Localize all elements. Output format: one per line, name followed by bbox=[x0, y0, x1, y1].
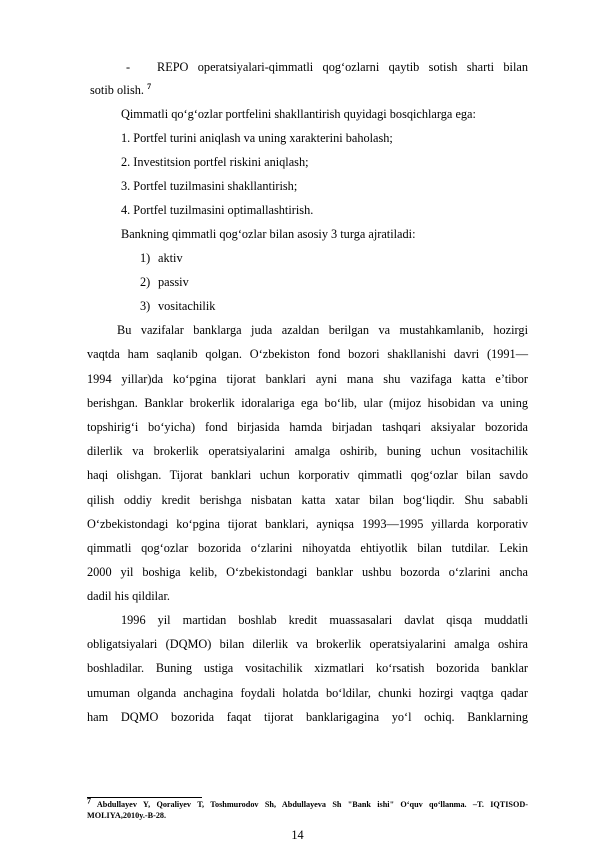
para1-line: qilish oddiy kredit berishga nisbatan katta xatar bilan bog‘liqdir. Shu sababli bbox=[87, 493, 528, 507]
page-number: 14 bbox=[291, 828, 304, 842]
para1-line: haqi olishgan. Tijorat banklari uchun korporativ qimmatli qog‘ozlar bilan savdo bbox=[87, 468, 528, 482]
para1-line: 1994 yillar)da ko‘pgina tijorat banklari ayni mana shu vazifaga katta e’tibor bbox=[87, 372, 528, 386]
portfolio-intro: Qimmatli qo‘g‘ozlar portfelini shakllantirish quyidagi bosqichlarga ega: bbox=[121, 107, 476, 121]
footnote-text-1: Abdullayev Y, Qoraliyev T, Toshmurodov Sh, Abdullayeva Sh "Bank ishi" O‘quv qo‘llanma. –T. IQTISOD- bbox=[96, 800, 528, 809]
para1-line-last: dadil his qildilar. bbox=[87, 589, 170, 603]
group-num: 2) bbox=[140, 275, 151, 289]
para2-line: obligatsiyalari (DQMO) bilan dilerlik va brokerlik operatsiyalarini amalga oshira bbox=[87, 637, 528, 651]
para1-line: Bu vazifalar banklarga juda azaldan berilgan va mustahkamlanib, hozirgi bbox=[117, 323, 528, 337]
group-label: vositachilik bbox=[158, 299, 216, 313]
para1-line: vaqtda ham saqlanib qolgan. O‘zbekiston fond bozori shakllanishi davri (1991— bbox=[87, 347, 528, 361]
footnote-ref: 7 bbox=[147, 81, 152, 91]
footnote-number: 7 bbox=[87, 796, 91, 806]
step-3: 3. Portfel tuzilmasini shakllantirish; bbox=[121, 179, 298, 193]
para1-line: berishgan. Banklar brokerlik idoralariga ega bo‘lib, ular (mijoz hisobidan va uning bbox=[87, 396, 528, 410]
group-num: 1) bbox=[140, 251, 151, 265]
group-label: aktiv bbox=[158, 251, 183, 265]
para2-line: 1996 yil martidan boshlab kredit muassasalari davlat qisqa muddatli bbox=[121, 613, 528, 627]
step-2: 2. Investitsion portfel riskini aniqlash; bbox=[121, 155, 309, 169]
step-1: 1. Portfel turini aniqlash va uning xarakterini baholash; bbox=[121, 131, 393, 145]
group-item-1 bbox=[140, 251, 183, 265]
repo-line-2 bbox=[90, 83, 151, 97]
para2-line: boshladilar. Buning ustiga vositachilik xizmatlari ko‘rsatish bozorida banklar bbox=[87, 661, 528, 675]
footnote-divider bbox=[87, 797, 202, 798]
group-item-3 bbox=[140, 299, 216, 313]
para1-line: dilerlik va brokerlik operatsiyalarini amalga oshirib, buning uchun vositachilik bbox=[87, 444, 528, 458]
para1-line: topshirig‘i bo‘yicha) fond birjasida hamda birjadan tashqari aksiyalar bozorida bbox=[87, 420, 528, 434]
group-num: 3) bbox=[140, 299, 151, 313]
footnote-line-2: MOLIYA,2010y.-B-28. bbox=[87, 811, 167, 820]
para1-line: 2000 yil boshiga kelib, O‘zbekistondagi banklar ushbu bozorda o‘zlarini ancha bbox=[87, 565, 528, 579]
para2-line: ham DQMO bozorida faqat tijorat banklarigagina yo‘l ochiq. Banklarning bbox=[87, 710, 528, 724]
repo-dash: - bbox=[126, 60, 131, 74]
repo-line-1: REPO operatsiyalari-qimmatli qog‘ozlarni qaytib sotish sharti bilan bbox=[157, 60, 528, 74]
footnote-line-1 bbox=[87, 796, 528, 810]
groups-intro: Bankning qimmatli qog‘ozlar bilan asosiy 3 turga ajratiladi: bbox=[121, 227, 416, 241]
group-item-2 bbox=[140, 275, 189, 289]
group-label: passiv bbox=[158, 275, 189, 289]
para2-line: umuman olganda anchagina foydali holatda bo‘ldilar, chunki hozirgi vaqtga qadar bbox=[87, 686, 528, 700]
para1-line: O‘zbekistondagi ko‘pgina tijorat banklari, ayniqsa 1993—1995 yillarda korporativ bbox=[87, 517, 528, 531]
para1-line: qimmatli qog‘ozlar bozorida o‘zlarini nihoyatda ehtiyotlik bilan tutdilar. Lekin bbox=[87, 541, 528, 555]
step-4: 4. Portfel tuzilmasini optimallashtirish. bbox=[121, 203, 314, 217]
repo-line-2-text: sotib olish. bbox=[90, 83, 144, 97]
